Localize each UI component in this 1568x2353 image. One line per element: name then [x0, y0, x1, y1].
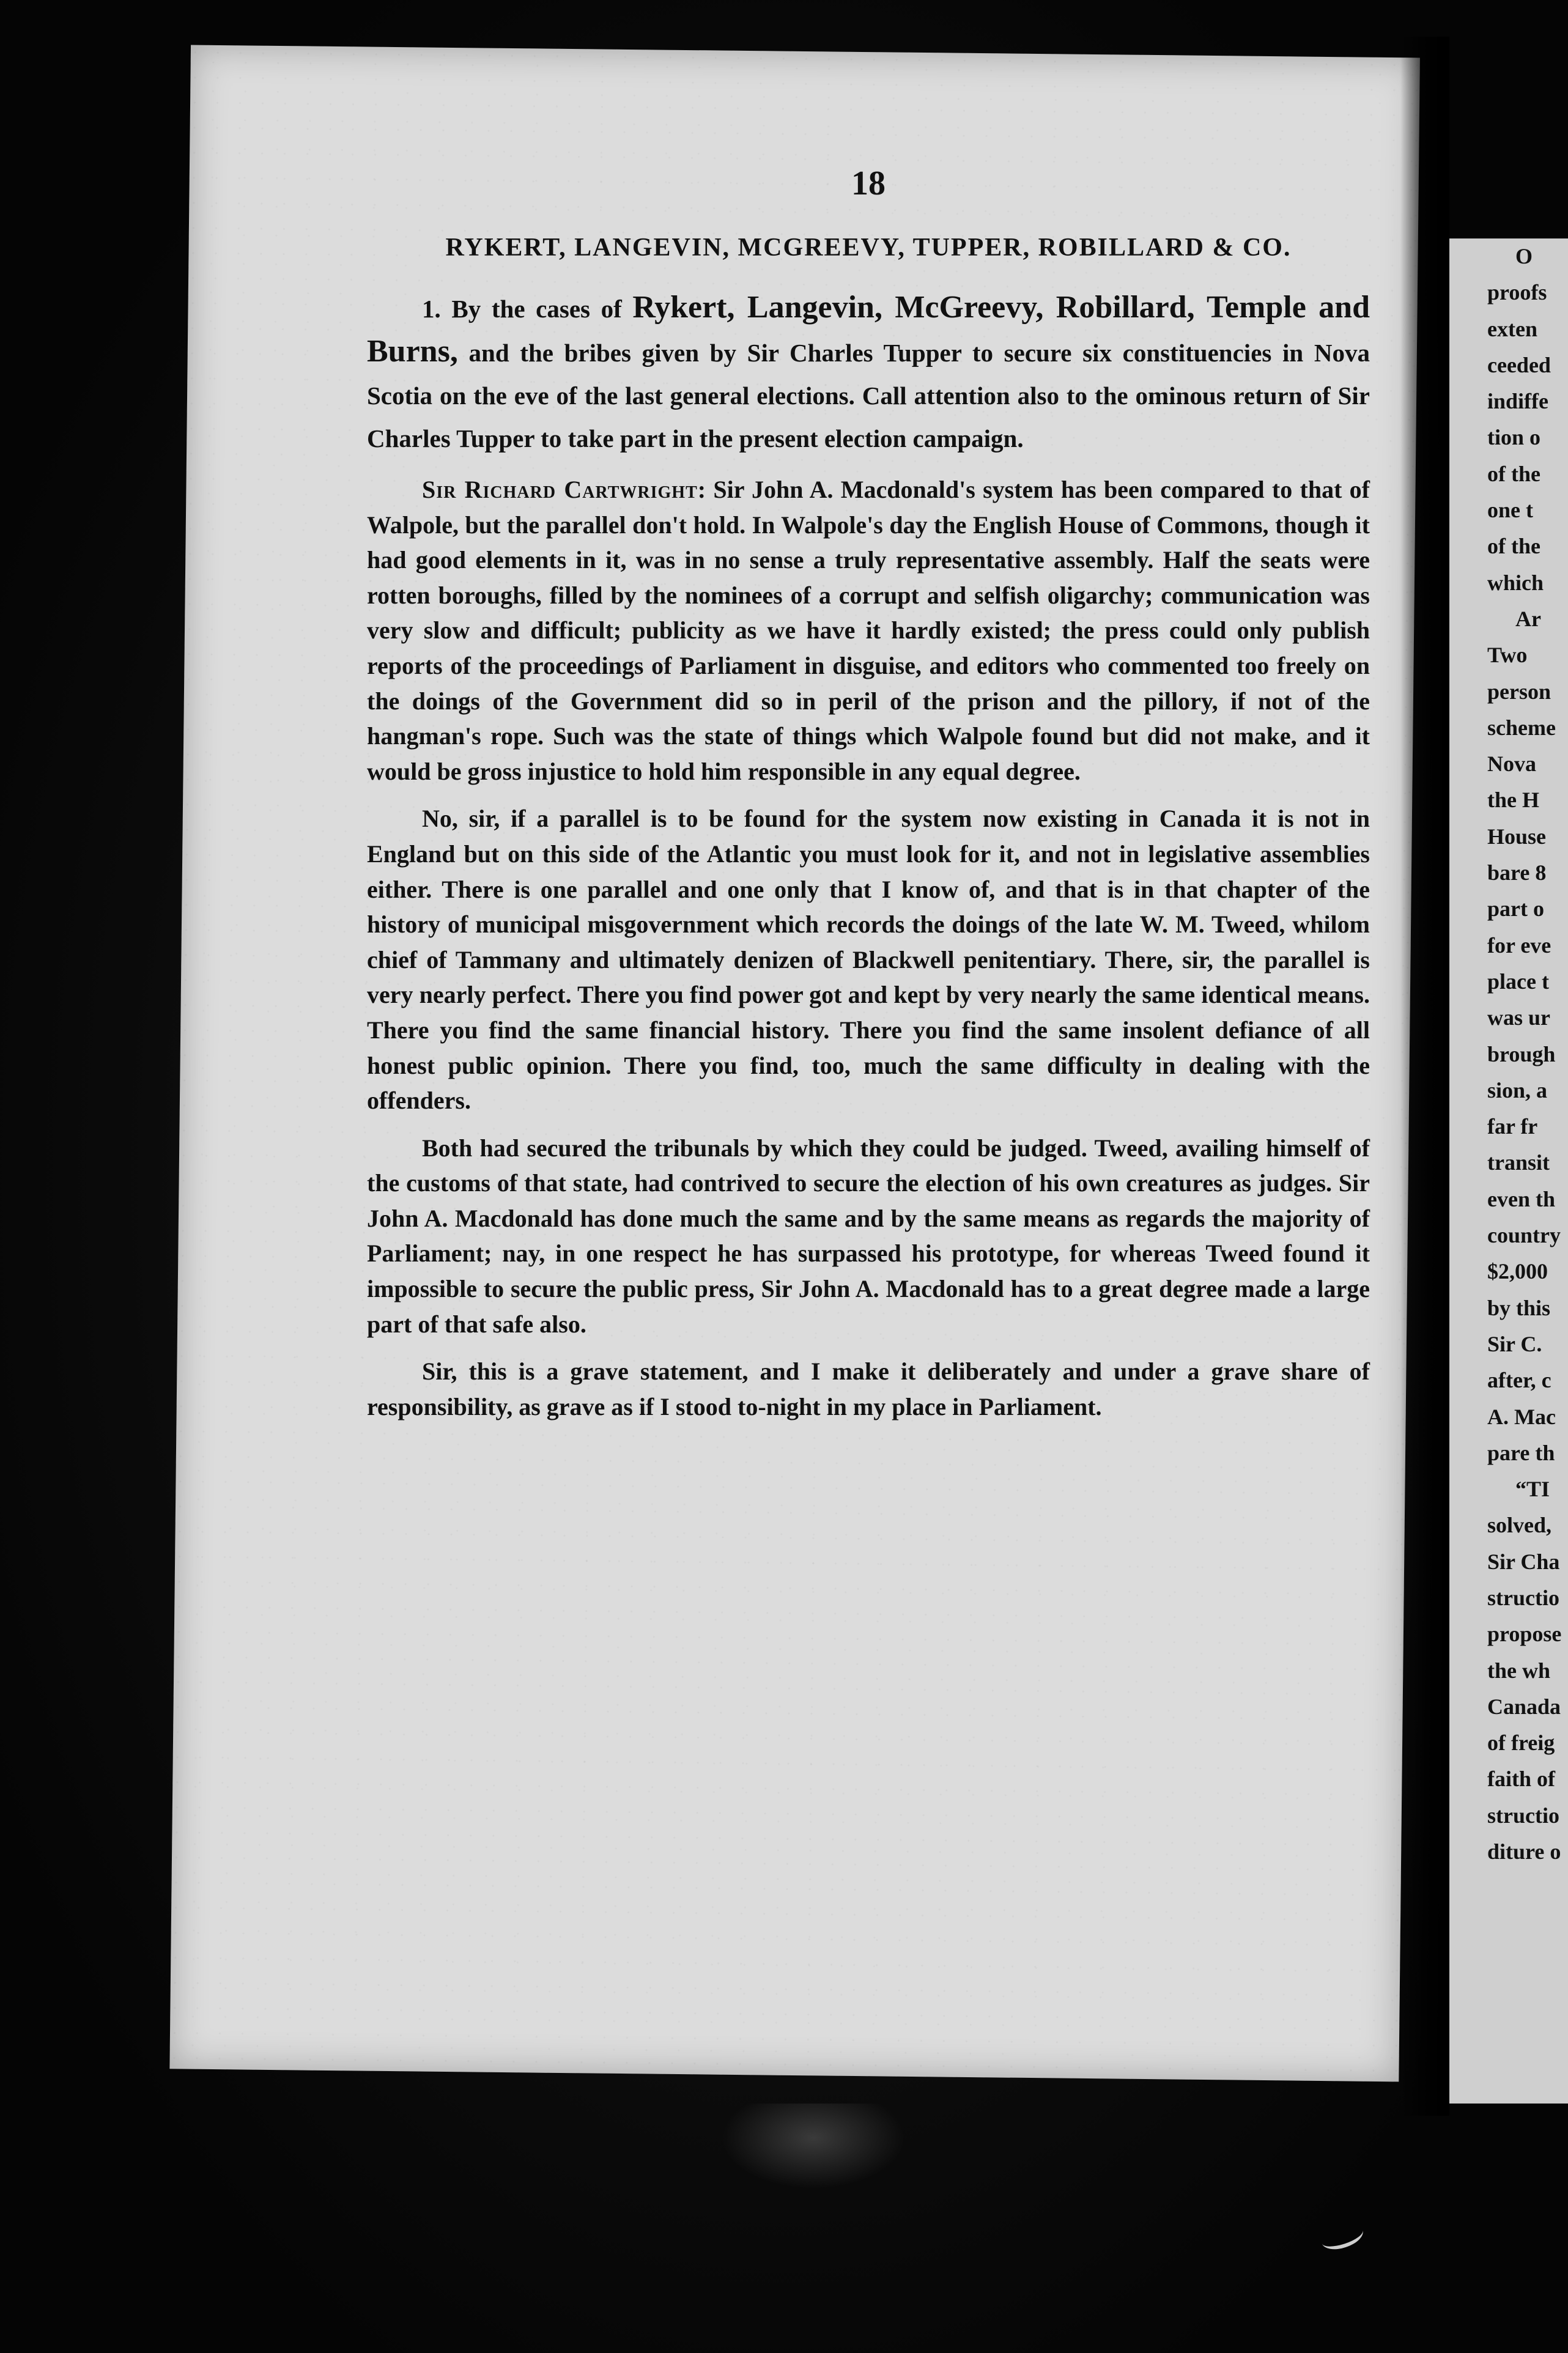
adjacent-page-line: the H	[1487, 788, 1539, 813]
adjacent-page-line: pare th	[1487, 1440, 1555, 1465]
adjacent-page-line: after, c	[1487, 1368, 1551, 1393]
adjacent-page-line: bare 8	[1487, 860, 1547, 885]
adjacent-page-line: House	[1487, 824, 1547, 849]
adjacent-page-line: far fr	[1487, 1114, 1538, 1139]
adjacent-page-line: which	[1487, 570, 1544, 595]
adjacent-page-line: $2,000	[1487, 1259, 1548, 1284]
adjacent-page-line: faith of	[1487, 1767, 1555, 1792]
adjacent-page-line: of freig	[1487, 1731, 1555, 1756]
adjacent-page-line: person	[1487, 679, 1551, 704]
adjacent-page-line: Sir C.	[1487, 1331, 1542, 1356]
speech-paragraph-3: Both had secured the tribunals by which they could be judged. Tweed, availing himself of the customs of that state, had contrived to secure the election of his own creatures as judges. Sir John A. Macdonald has done much the same and by the same means as regards the majority of Parliament; nay, in one respect he has surpassed his prototype, for whereas Tweed found it impossible to secure the public press, Sir John A. Macdonald has to a great degree made a large part of that safe also.	[367, 1134, 1370, 1338]
adjacent-page-line: brough	[1487, 1041, 1556, 1066]
adjacent-page-line: solved,	[1487, 1513, 1552, 1538]
intro-paragraph	[367, 286, 1370, 460]
adjacent-page-line: part o	[1487, 896, 1544, 922]
adjacent-page-line: Ar	[1515, 606, 1541, 631]
adjacent-page-line: of the	[1487, 461, 1540, 486]
page-content	[367, 159, 1370, 1436]
adjacent-page-line: exten	[1487, 316, 1537, 341]
adjacent-page-line: transit	[1487, 1150, 1550, 1175]
adjacent-page-line: O	[1515, 244, 1533, 268]
speech-paragraph-4: Sir, this is a grave statement, and I make it deliberately and under a grave share of responsibility, as grave as if I stood to-night in my place in Parliament.	[367, 1358, 1370, 1420]
intro-lead: By the cases of	[451, 295, 622, 323]
adjacent-page-line: the wh	[1487, 1658, 1551, 1683]
adjacent-page-line: place t	[1487, 969, 1549, 994]
page-number: 18	[851, 164, 886, 202]
intro-names: Rykert, Langevin, McGreevy, Robillard, Temple and Burns,	[367, 290, 1370, 369]
speaker-name: Sir Richard Cartwright	[422, 476, 698, 503]
adjacent-page-line: “TI	[1515, 1477, 1550, 1502]
speech-text-1: Sir John A. Macdonald's system has been compared to that of Walpole, but the parallel don't hold. In Walpole's day the English House of Commons, though it had good elements in it, was in no sense a truly representative assembly. Half the seats were rotten boroughs, filled by the nominees of a corrupt and selfish oligarchy; communication was very slow and difficult; publicity as we have it hardly existed; the press could only publish reports of the proceedings of Parliament in disguise, and editors who commented too freely on the doings of the Government did so in peril of the prison and the pillory, if not of the hangman's rope. Such was the state of things which Walpole found but did not make, and it would be gross injustice to hold him responsible in any equal degree.	[367, 476, 1370, 785]
speaker-colon: :	[697, 476, 714, 503]
page-gutter-shadow	[1400, 37, 1449, 2116]
adjacent-page-line: structio	[1487, 1803, 1559, 1828]
intro-rest: and the bribes given by Sir Charles Tupper to secure six constituencies in Nova Scotia on the eve of the last general elections. Call attention also to the ominous return of Sir Charles Tupper to take part in the present election campaign.	[367, 339, 1370, 452]
adjacent-page-line: A. Mac	[1487, 1404, 1556, 1429]
speech-paragraph-2: No, sir, if a parallel is to be found for the system now existing in Canada it is not in England but on this side of the Atlantic you must look for it, and not in legislative assemblies either. There is one parallel and one only that I know of, and that is in that chapter of the history of municipal misgovernment which records the doings of the late W. M. Tweed, whilom chief of Tammany and ultimately denizen of Blackwell penitentiary. There, sir, the parallel is very nearly perfect. There you find power got and kept by very nearly the same identical means. There you find the same financial history. There you find the same insolent defiance of all honest public opinion. There you find, too, much the same difficulty in dealing with the offenders.	[367, 805, 1370, 1115]
adjacent-page-line: tion o	[1487, 425, 1541, 450]
adjacent-page-line: diture o	[1487, 1839, 1561, 1864]
adjacent-page-line: Two	[1487, 643, 1528, 668]
section-heading: RYKERT, LANGEVIN, MCGREEVY, TUPPER, ROBILLARD & CO.	[445, 234, 1292, 262]
adjacent-page-line: country	[1487, 1223, 1561, 1248]
adjacent-page-fragment	[1449, 238, 1568, 2104]
adjacent-page-line: propose	[1487, 1622, 1562, 1647]
adjacent-page-line: Canada	[1487, 1694, 1561, 1719]
adjacent-page-line: sion, a	[1487, 1077, 1548, 1103]
paper-tear-mark	[722, 2104, 905, 2189]
speech-paragraph-1	[367, 472, 1370, 789]
adjacent-page-line: one t	[1487, 498, 1533, 523]
adjacent-page-line: for eve	[1487, 933, 1551, 958]
adjacent-page-line: structio	[1487, 1585, 1559, 1610]
adjacent-page-line: even th	[1487, 1186, 1555, 1211]
adjacent-page-line: Nova	[1487, 752, 1536, 777]
adjacent-page-line: by this	[1487, 1295, 1551, 1320]
adjacent-page-line: scheme	[1487, 715, 1556, 740]
adjacent-page-line: was ur	[1487, 1005, 1551, 1030]
adjacent-page-line: proofs	[1487, 280, 1547, 305]
adjacent-page-line: of the	[1487, 534, 1540, 559]
intro-number: 1.	[422, 295, 441, 323]
adjacent-page-line: ceeded	[1487, 352, 1551, 377]
adjacent-page-line: Sir Cha	[1487, 1549, 1560, 1574]
adjacent-page-line: indiffe	[1487, 389, 1549, 414]
